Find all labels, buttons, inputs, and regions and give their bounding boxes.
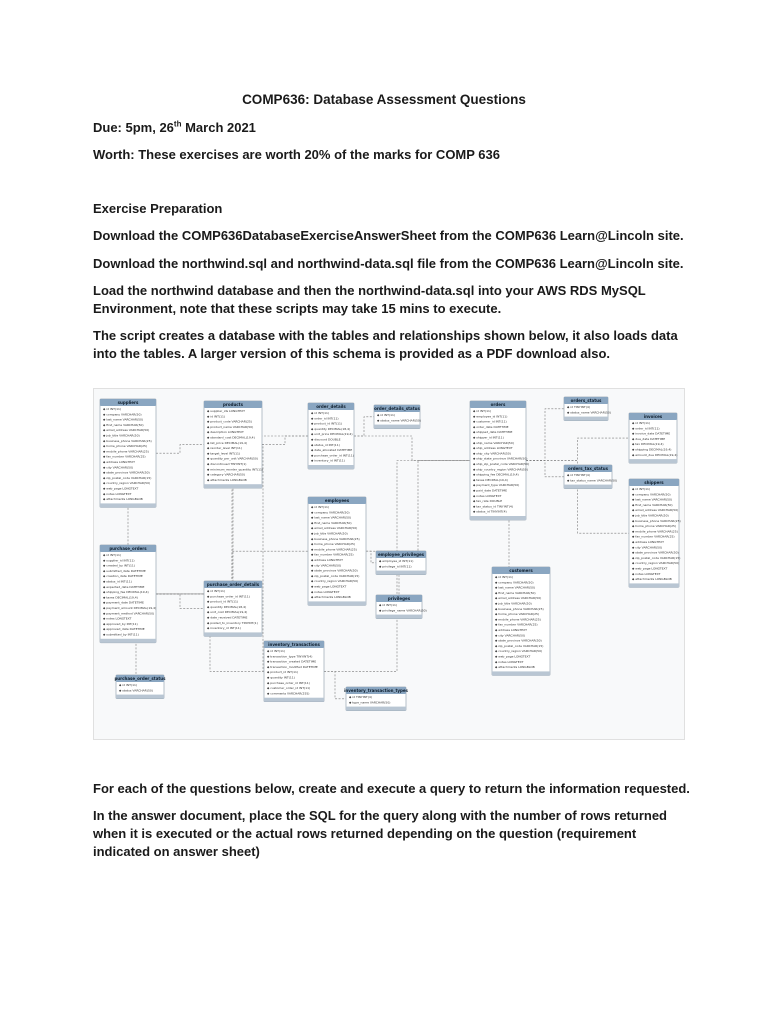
- schema-table-title: order_details_status: [374, 406, 420, 411]
- schema-table-title: orders_tax_status: [568, 466, 608, 471]
- schema-column: ◆ web_page LONGTEXT: [632, 566, 668, 571]
- schema-column: ◆ category VARCHAR(50): [207, 472, 245, 477]
- schema-column: ◆ first_name VARCHAR(50): [632, 502, 673, 507]
- schema-table-title: shippers: [644, 480, 664, 485]
- schema-column: ◆ supplier_ids LONGTEXT: [207, 409, 245, 413]
- schema-column: ◆ mobile_phone VARCHAR(25): [311, 547, 357, 552]
- schema-table-inventory-transactions: [264, 641, 324, 702]
- schema-column: ◆ due_date DATETIME: [632, 436, 666, 441]
- schema-relationship-line: [354, 417, 374, 436]
- schema-column: ◆ product_id INT(11): [207, 599, 239, 604]
- schema-column: ◆ payment_amount DECIMAL(19,4): [103, 606, 157, 610]
- schema-column: ◆ home_phone VARCHAR(25): [103, 444, 148, 449]
- schema-column: ◆ email_address VARCHAR(50): [632, 508, 679, 513]
- schema-column: ◆ email_address VARCHAR(50): [311, 526, 358, 531]
- schema-column: ◆ zip_postal_code VARCHAR(15): [103, 475, 152, 480]
- schema-column: ◆ web_page LONGTEXT: [103, 486, 139, 491]
- schema-column: ◆ supplier_id INT(11): [103, 558, 135, 563]
- schema-column: ◆ purchase_order_id INT(11): [311, 453, 354, 458]
- schema-column: ◆ ship_country_region VARCHAR(50): [473, 467, 528, 472]
- schema-column: ◆ fax_number VARCHAR(25): [103, 454, 146, 459]
- schema-column: ◆ business_phone VARCHAR(25): [495, 606, 544, 611]
- schema-column: ◆ privilege_id INT(11): [379, 564, 412, 569]
- schema-column: ◆ id INT(11): [311, 505, 330, 509]
- schema-column: ◆ tax_status_name VARCHAR(50): [567, 478, 618, 483]
- schema-column: ◆ home_phone VARCHAR(25): [311, 542, 356, 547]
- schema-column: ◆ id TINYINT(4): [567, 473, 590, 477]
- schema-column: ◆ attachments LONGBLOB: [632, 577, 672, 582]
- schema-column: ◆ city VARCHAR(50): [311, 563, 342, 568]
- schema-column: ◆ date_allocated DATETIME: [311, 448, 353, 453]
- schema-column: ◆ expected_date DATETIME: [103, 584, 145, 589]
- schema-column: ◆ state_province VARCHAR(50): [311, 568, 358, 573]
- schema-relationship-line: [366, 551, 376, 563]
- schema-table-shippers: [629, 479, 681, 587]
- schema-column: ◆ business_phone VARCHAR(25): [311, 536, 360, 541]
- document-title: COMP636: Database Assessment Questions: [242, 92, 526, 107]
- schema-column: ◆ discount DOUBLE: [311, 437, 341, 442]
- schema-column: ◆ payment_type VARCHAR(50): [473, 483, 520, 488]
- schema-column: ◆ state_province VARCHAR(50): [495, 638, 542, 643]
- schema-column: ◆ attachments LONGBLOB: [495, 665, 535, 670]
- schema-column: ◆ zip_postal_code VARCHAR(15): [495, 643, 544, 648]
- schema-column: ◆ last_name VARCHAR(50): [632, 497, 673, 502]
- worth-statement: Worth: These exercises are worth 20% of the marks for COMP 636: [93, 147, 500, 162]
- schema-column: ◆ home_phone VARCHAR(25): [632, 524, 677, 529]
- schema-table-title: invoices: [643, 414, 663, 419]
- schema-column: ◆ address LONGTEXT: [311, 558, 343, 562]
- schema-column: ◆ state_province VARCHAR(50): [632, 550, 679, 555]
- schema-column: ◆ privilege_name VARCHAR(50): [379, 608, 427, 613]
- schema-column: ◆ notes LONGTEXT: [103, 491, 132, 496]
- schema-column: ◆ order_date DATETIME: [473, 424, 509, 429]
- schema-column: ◆ product_id INT(11): [267, 670, 299, 675]
- schema-column: ◆ notes LONGTEXT: [473, 493, 502, 498]
- schema-column: ◆ discontinued TINYINT(1): [207, 462, 247, 466]
- schema-column: ◆ notes LONGTEXT: [311, 589, 340, 594]
- schema-table-title: inventory_transactions: [268, 642, 320, 647]
- schema-column: ◆ job_title VARCHAR(50): [495, 601, 532, 606]
- schema-column: ◆ last_name VARCHAR(50): [495, 585, 536, 590]
- schema-column: ◆ city VARCHAR(50): [632, 545, 663, 550]
- schema-column: ◆ customer_id INT(11): [473, 419, 507, 424]
- schema-column: ◆ id TINYINT(4): [349, 695, 372, 699]
- schema-column: ◆ id INT(11): [495, 575, 514, 579]
- schema-column: ◆ tax_rate DOUBLE: [473, 499, 503, 504]
- schema-column: ◆ city VARCHAR(50): [103, 465, 134, 470]
- schema-column: ◆ order_id INT(11): [632, 426, 660, 431]
- schema-column: ◆ id INT(11): [311, 411, 330, 415]
- schema-column: ◆ id INT(11): [119, 683, 138, 687]
- schema-column: ◆ transaction_modified DATETIME: [267, 664, 318, 669]
- schema-column: ◆ quantity INT(11): [267, 675, 295, 680]
- schema-column: ◆ taxes DECIMAL(19,4): [473, 477, 508, 482]
- schema-relationship-line: [526, 409, 564, 461]
- schema-column: ◆ description LONGTEXT: [207, 430, 244, 435]
- schema-column: ◆ product_code VARCHAR(25): [207, 419, 252, 424]
- schema-column: ◆ product_name VARCHAR(50): [207, 424, 254, 429]
- schema-column: ◆ mobile_phone VARCHAR(25): [632, 529, 678, 534]
- schema-column: ◆ country_region VARCHAR(50): [632, 561, 680, 566]
- schema-column: ◆ id INT(11): [103, 553, 122, 557]
- schema-table-title: order_details: [316, 404, 346, 409]
- instruction-queries: For each of the questions below, create and execute a query to return the information requested.: [93, 781, 690, 796]
- step-load-database: Load the northwind database and then the northwind-data.sql into your AWS RDS MySQL Environment, note that these scripts may take 15 mins to execute.: [93, 283, 646, 316]
- schema-column: ◆ quantity_per_unit VARCHAR(50): [207, 456, 259, 461]
- schema-column: ◆ state_province VARCHAR(50): [103, 470, 150, 475]
- schema-column: ◆ list_price DECIMAL(19,4): [207, 440, 248, 445]
- schema-table-orders-status: [564, 397, 611, 421]
- schema-column: ◆ business_phone VARCHAR(25): [103, 438, 152, 443]
- schema-column: ◆ employee_id INT(11): [379, 559, 414, 563]
- schema-column: ◆ fax_number VARCHAR(25): [495, 622, 538, 627]
- schema-column: ◆ mobile_phone VARCHAR(25): [103, 449, 149, 454]
- schema-table-invoices: [629, 413, 677, 463]
- schema-column: ◆ comments VARCHAR(255): [267, 691, 310, 696]
- schema-column: ◆ id INT(11): [207, 414, 226, 419]
- schema-table-title: products: [223, 402, 243, 407]
- schema-column: ◆ created_by INT(11): [103, 563, 135, 568]
- schema-column: ◆ email_address VARCHAR(50): [103, 428, 150, 433]
- schema-relationship-line: [262, 436, 308, 445]
- schema-column: ◆ purchase_order_id INT(11): [207, 594, 250, 599]
- schema-column: ◆ status_id TINYINT(4): [473, 509, 507, 514]
- schema-table-suppliers: [100, 399, 156, 507]
- schema-column: ◆ address LONGTEXT: [495, 628, 527, 632]
- schema-column: ◆ order_id INT(11): [311, 416, 339, 421]
- step-download-answer-sheet: Download the COMP636DatabaseExerciseAnswerSheet from the COMP636 Learn@Lincoln site.: [93, 228, 684, 243]
- schema-column: ◆ taxes DECIMAL(19,4): [103, 595, 138, 600]
- schema-column: ◆ ship_state_province VARCHAR(50): [473, 456, 528, 461]
- schema-column: ◆ payment_date DATETIME: [103, 600, 144, 605]
- schema-relationship-line: [354, 436, 470, 461]
- schema-column: ◆ attachments LONGBLOB: [103, 497, 143, 502]
- schema-column: ◆ submitted_by INT(11): [103, 632, 139, 637]
- schema-column: ◆ quantity DECIMAL(18,4): [311, 426, 351, 431]
- schema-column: ◆ submitted_date DATETIME: [103, 568, 146, 573]
- schema-column: ◆ employee_id INT(11): [473, 414, 508, 419]
- schema-column: ◆ shipper_id INT(11): [473, 435, 504, 440]
- schema-table-title: customers: [509, 568, 533, 573]
- schema-table-title: suppliers: [117, 400, 139, 405]
- schema-column: ◆ minimum_reorder_quantity INT(11): [207, 467, 264, 472]
- schema-column: ◆ inventory_id INT(11): [207, 626, 241, 631]
- database-schema-diagram: [93, 388, 685, 740]
- schema-column: ◆ id INT(11): [632, 487, 651, 491]
- schema-relationship-line: [324, 671, 346, 698]
- schema-table-inventory-transaction-types: [344, 687, 408, 711]
- schema-column: ◆ zip_postal_code VARCHAR(15): [311, 573, 360, 578]
- schema-column: ◆ id INT(11): [103, 407, 122, 411]
- schema-column: ◆ last_name VARCHAR(50): [311, 515, 352, 520]
- step-schema-description: The script creates a database with the tables and relationships shown below, it also loads data into the tables. A larger version of this schema is provided as a PDF download also.: [93, 328, 678, 361]
- due-date: [93, 119, 256, 137]
- schema-column: ◆ id INT(11): [632, 421, 651, 425]
- schema-column: ◆ ship_name VARCHAR(50): [473, 440, 514, 445]
- schema-column: ◆ company VARCHAR(50): [311, 510, 350, 515]
- schema-table-customers: [492, 567, 550, 675]
- schema-column: ◆ job_title VARCHAR(50): [632, 513, 669, 518]
- due-date-suffix: March 2021: [181, 120, 256, 135]
- schema-relationship-line: [366, 461, 470, 552]
- schema-column: ◆ notes LONGTEXT: [495, 659, 524, 664]
- schema-column: ◆ last_name VARCHAR(50): [103, 417, 144, 422]
- schema-table-title: orders_status: [570, 398, 602, 403]
- schema-column: ◆ posted_to_inventory TINYINT(1): [207, 620, 258, 625]
- step-download-sql-files: Download the northwind.sql and northwind-data.sql file from the COMP636 Learn@Lincoln site.: [93, 256, 684, 271]
- schema-column: ◆ company VARCHAR(50): [103, 412, 142, 417]
- schema-column: ◆ transaction_type TINYINT(4): [267, 654, 313, 659]
- schema-column: ◆ customer_order_id INT(11): [267, 686, 311, 691]
- schema-table-purchase-order-details: [204, 581, 262, 636]
- schema-column: ◆ status_name VARCHAR(50): [377, 418, 421, 423]
- schema-column: ◆ id INT(11): [473, 409, 492, 413]
- schema-column: ◆ reorder_level INT(11): [207, 446, 242, 451]
- schema-column: ◆ country_region VARCHAR(50): [103, 481, 151, 486]
- schema-table-privileges: [376, 595, 427, 619]
- schema-column: ◆ status_name VARCHAR(50): [567, 410, 611, 415]
- schema-column: ◆ approved_by INT(11): [103, 621, 138, 626]
- schema-column: ◆ target_level INT(11): [207, 451, 241, 456]
- schema-column: ◆ country_region VARCHAR(50): [311, 579, 359, 584]
- schema-table-employees: [308, 497, 366, 605]
- schema-column: ◆ address LONGTEXT: [103, 460, 135, 464]
- schema-table-title: privileges: [387, 596, 411, 601]
- due-date-prefix: Due: 5pm, 26: [93, 120, 174, 135]
- schema-column: ◆ ship_zip_postal_code VARCHAR(50): [473, 462, 530, 466]
- section-heading: Exercise Preparation: [93, 201, 223, 216]
- schema-column: ◆ web_page LONGTEXT: [495, 654, 531, 659]
- schema-column: ◆ address LONGTEXT: [632, 540, 664, 544]
- schema-svg: [94, 389, 684, 739]
- schema-column: ◆ tax_status_id TINYINT(4): [473, 504, 513, 509]
- schema-relationship-line: [156, 594, 204, 609]
- schema-column: ◆ mobile_phone VARCHAR(25): [495, 617, 541, 622]
- schema-column: ◆ paid_date DATETIME: [473, 488, 507, 493]
- schema-table-purchase-order-status: [114, 675, 166, 699]
- schema-column: ◆ creation_date DATETIME: [103, 574, 143, 579]
- schema-column: ◆ quantity DECIMAL(18,4): [207, 604, 247, 609]
- schema-column: ◆ company VARCHAR(50): [632, 492, 671, 497]
- schema-column: ◆ ship_city VARCHAR(50): [473, 451, 511, 456]
- schema-column: ◆ attachments LONGBLOB: [311, 595, 351, 600]
- schema-column: ◆ ship_address LONGTEXT: [473, 446, 513, 451]
- schema-column: ◆ job_title VARCHAR(50): [103, 433, 140, 438]
- schema-column: ◆ id INT(11): [207, 589, 226, 593]
- schema-column: ◆ standard_cost DECIMAL(19,4): [207, 435, 255, 440]
- instruction-answer-document: In the answer document, place the SQL for the query along with the number of rows returned when it is executed or the actual rows returned depending on the question (requirement indicated on answer sheet): [93, 808, 667, 859]
- schema-column: ◆ fax_number VARCHAR(25): [311, 552, 354, 557]
- schema-column: ◆ web_page LONGTEXT: [311, 584, 347, 589]
- schema-column: ◆ date_received DATETIME: [207, 615, 248, 620]
- schema-column: ◆ id TINYINT(4): [567, 405, 590, 409]
- schema-column: ◆ id INT(11): [267, 649, 286, 653]
- schema-column: ◆ transaction_created DATETIME: [267, 659, 317, 664]
- schema-column: ◆ unit_cost DECIMAL(19,4): [207, 610, 248, 615]
- schema-column: ◆ shipping_fee DECIMAL(19,4): [103, 590, 149, 595]
- schema-column: ◆ job_title VARCHAR(50): [311, 531, 348, 536]
- schema-column: ◆ approved_date DATETIME: [103, 627, 145, 632]
- schema-column: ◆ shipping DECIMAL(19,4): [632, 447, 672, 452]
- schema-column: ◆ country_region VARCHAR(50): [495, 649, 543, 654]
- schema-column: ◆ fax_number VARCHAR(25): [632, 534, 675, 539]
- schema-column: ◆ first_name VARCHAR(50): [311, 520, 352, 525]
- schema-relationship-line: [156, 445, 204, 454]
- schema-column: ◆ payment_method VARCHAR(50): [103, 611, 155, 616]
- schema-column: ◆ purchase_order_id INT(11): [267, 680, 310, 685]
- schema-table-title: purchase_order_details: [206, 582, 260, 587]
- schema-column: ◆ status_id INT(11): [311, 442, 340, 447]
- schema-table-order-details-status: [374, 405, 421, 429]
- schema-relationship-line: [526, 438, 629, 460]
- schema-column: ◆ company VARCHAR(50): [495, 580, 534, 585]
- schema-column: ◆ product_id INT(11): [311, 421, 343, 426]
- due-date-superscript: th: [173, 119, 182, 129]
- schema-column: ◆ amount_due DECIMAL(19,4): [632, 452, 678, 457]
- schema-table-order-details: [308, 403, 354, 469]
- schema-column: ◆ notes LONGTEXT: [103, 616, 132, 621]
- schema-table-title: purchase_orders: [109, 546, 147, 551]
- schema-table-employee-privileges: [376, 551, 426, 575]
- schema-table-products: [204, 401, 263, 488]
- schema-column: ◆ business_phone VARCHAR(25): [632, 518, 681, 523]
- schema-column: ◆ tax DECIMAL(19,4): [632, 442, 664, 447]
- schema-relationship-line: [526, 461, 564, 477]
- schema-table-title: purchase_order_status: [114, 676, 166, 681]
- schema-column: ◆ status_id INT(11): [103, 579, 132, 584]
- schema-column: ◆ home_phone VARCHAR(25): [495, 612, 540, 617]
- schema-table-title: employees: [324, 498, 350, 503]
- schema-column: ◆ unit_price DECIMAL(19,4): [311, 432, 353, 437]
- schema-table-title: inventory_transaction_types: [344, 688, 408, 693]
- schema-column: ◆ first_name VARCHAR(50): [103, 422, 144, 427]
- schema-column: ◆ notes LONGTEXT: [632, 571, 661, 576]
- schema-column: ◆ id INT(11): [379, 603, 398, 607]
- schema-table-title: employee_privileges: [377, 552, 425, 557]
- schema-column: ◆ inventory_id INT(11): [311, 458, 345, 463]
- schema-table-orders: [470, 401, 529, 520]
- schema-column: ◆ city VARCHAR(50): [495, 633, 526, 638]
- schema-column: ◆ first_name VARCHAR(50): [495, 590, 536, 595]
- schema-column: ◆ id INT(11): [377, 413, 396, 417]
- schema-table-title: orders: [490, 402, 506, 407]
- schema-table-purchase-orders: [100, 545, 156, 643]
- schema-column: ◆ status VARCHAR(50): [119, 688, 153, 693]
- schema-column: ◆ invoice_date DATETIME: [632, 431, 671, 436]
- schema-column: ◆ attachments LONGBLOB: [207, 477, 247, 482]
- schema-column: ◆ email_address VARCHAR(50): [495, 596, 542, 601]
- schema-column: ◆ zip_postal_code VARCHAR(15): [632, 555, 681, 560]
- schema-column: ◆ type_name VARCHAR(50): [349, 700, 391, 705]
- schema-column: ◆ shipping_fee DECIMAL(19,4): [473, 472, 519, 477]
- schema-column: ◆ shipped_date DATETIME: [473, 430, 513, 435]
- schema-table-orders-tax-status: [564, 465, 617, 489]
